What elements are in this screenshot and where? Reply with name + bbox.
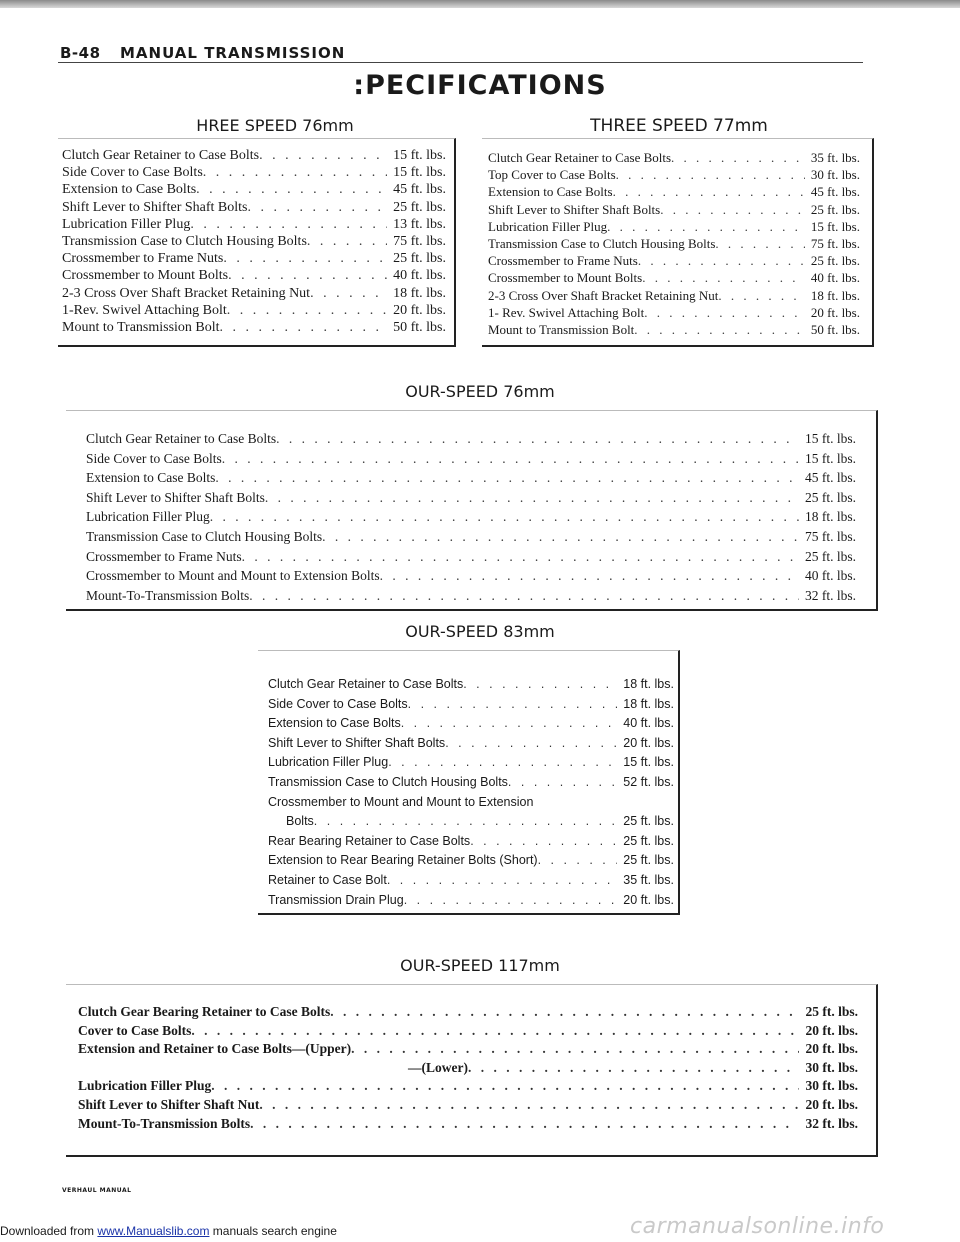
leader-dots	[634, 321, 805, 338]
spec-row	[488, 201, 860, 218]
page-title: :PECIFICATIONS	[353, 70, 607, 101]
spec-value: 18 ft. lbs.	[393, 285, 446, 301]
spec-row	[86, 449, 856, 469]
spec-label: Extension to Case Bolts	[86, 470, 216, 486]
download-prefix: Downloaded from	[0, 1224, 95, 1238]
spec-value: 25 ft. lbs.	[810, 201, 860, 217]
spec-list-three-speed-77	[488, 149, 860, 338]
spec-value: 30 ft. lbs.	[805, 1078, 858, 1094]
spec-row	[268, 714, 674, 734]
spec-row	[62, 181, 446, 198]
spec-value: 45 ft. lbs.	[804, 470, 856, 486]
spec-label: Shift Lever to Shifter Shaft Nut	[78, 1096, 260, 1112]
section-title-four-speed-117: OUR-SPEED 117mm	[400, 956, 560, 975]
spec-label: —(Lower)	[408, 1059, 468, 1075]
spec-value: 35 ft. lbs.	[810, 150, 860, 165]
spec-value: 40 ft. lbs.	[623, 716, 674, 731]
spec-label: Crossmember to Frame Nuts	[62, 251, 224, 267]
leader-dots	[330, 1003, 799, 1022]
leader-dots	[276, 429, 799, 449]
spec-label: Shift Lever to Shifter Shaft Bolts	[488, 201, 661, 217]
spec-label: Lubrication Filler Plug	[86, 509, 210, 525]
leader-dots	[638, 252, 805, 269]
spec-label: Top Cover to Case Bolts	[488, 167, 616, 183]
spec-value: 18 ft. lbs.	[623, 696, 674, 711]
spec-row	[268, 734, 674, 754]
leader-dots	[642, 269, 805, 286]
leader-dots	[660, 201, 805, 218]
leader-dots	[247, 199, 387, 216]
overhaul-manual-label: VERHAUL MANUAL	[62, 1187, 132, 1194]
spec-list-four-speed-117	[78, 1003, 858, 1133]
spec-value: 32 ft. lbs.	[804, 587, 856, 603]
spec-value: 20 ft. lbs.	[805, 1041, 858, 1057]
spec-row	[268, 793, 674, 813]
spec-row	[86, 429, 856, 449]
spec-value: 13 ft. lbs.	[393, 216, 446, 232]
spec-value: 20 ft. lbs.	[393, 302, 446, 318]
spec-label: Crossmember to Frame Nuts	[488, 253, 638, 269]
spec-label: Lubrication Filler Plug	[488, 218, 608, 234]
spec-label: Extension to Case Bolts	[488, 184, 613, 200]
spec-row	[488, 304, 860, 321]
spec-label: Clutch Gear Retainer to Case Bolts	[488, 150, 672, 165]
spec-value: 15 ft. lbs.	[810, 218, 860, 234]
spec-row	[86, 488, 856, 508]
spec-row	[62, 302, 446, 319]
spec-label: Transmission Drain Plug	[268, 892, 404, 907]
spec-row	[86, 586, 856, 606]
spec-row	[62, 216, 446, 233]
spec-row	[78, 1077, 858, 1096]
spec-value: 25 ft. lbs.	[393, 199, 446, 215]
spec-row	[62, 199, 446, 216]
spec-value: 20 ft. lbs.	[805, 1022, 858, 1038]
leader-dots	[307, 233, 387, 250]
leader-dots	[470, 832, 617, 852]
leader-dots	[351, 1040, 799, 1059]
spec-label: Lubrication Filler Plug	[62, 216, 191, 232]
spec-value: 35 ft. lbs.	[623, 872, 674, 887]
spec-value: 15 ft. lbs.	[804, 431, 856, 446]
leader-dots	[310, 285, 387, 302]
spec-row	[86, 566, 856, 586]
spec-label: Crossmember to Mount Bolts	[62, 268, 229, 284]
spec-value: 25 ft. lbs.	[810, 253, 860, 269]
spec-row	[86, 468, 856, 488]
leader-dots	[191, 1022, 799, 1041]
section-heading: MANUAL TRANSMISSION	[120, 44, 346, 62]
spec-value: 25 ft. lbs.	[623, 853, 674, 868]
leader-dots	[463, 675, 617, 695]
spec-value: 25 ft. lbs.	[804, 548, 856, 564]
spec-value: 40 ft. lbs.	[810, 270, 860, 286]
leader-dots	[616, 166, 805, 183]
spec-row	[62, 164, 446, 181]
download-note	[0, 1224, 337, 1238]
spec-row	[268, 871, 674, 891]
spec-label: Mount to Transmission Bolt	[62, 319, 220, 335]
spec-value: 30 ft. lbs.	[805, 1059, 858, 1075]
spec-label: 1- Rev. Swivel Attaching Bolt	[488, 304, 645, 320]
section-title-four-speed-83: OUR-SPEED 83mm	[405, 622, 555, 641]
spec-value: 18 ft. lbs.	[804, 509, 856, 525]
spec-value: 45 ft. lbs.	[393, 182, 446, 198]
spec-label: Transmission Case to Clutch Housing Bolts	[488, 235, 716, 251]
leader-dots	[196, 181, 387, 198]
leader-dots	[388, 753, 617, 773]
spec-label: Clutch Gear Bearing Retainer to Case Bolts	[78, 1004, 331, 1019]
spec-row	[62, 267, 446, 284]
page-number: B-48	[60, 44, 101, 62]
leader-dots	[613, 183, 805, 200]
leader-dots	[223, 250, 387, 267]
leader-dots	[538, 851, 618, 871]
spec-value: 25 ft. lbs.	[393, 251, 446, 267]
spec-label: Mount-To-Transmission Bolts	[78, 1115, 251, 1131]
spec-row	[488, 252, 860, 269]
top-rule	[0, 0, 960, 8]
spec-value: 18 ft. lbs.	[623, 677, 674, 691]
spec-label: Shift Lever to Shifter Shaft Bolts	[62, 199, 248, 215]
spec-label: 2-3 Cross Over Shaft Bracket Retaining Nut	[62, 285, 311, 301]
spec-row	[86, 547, 856, 567]
leader-dots	[404, 891, 618, 911]
spec-list-three-speed-76	[62, 147, 446, 336]
leader-dots	[220, 319, 388, 336]
spec-row	[86, 507, 856, 527]
section-title-three-speed-77: THREE SPEED 77mm	[590, 116, 768, 136]
spec-label: Side Cover to Case Bolts	[86, 450, 222, 466]
spec-label: Side Cover to Case Bolts	[268, 696, 408, 711]
spec-label: Crossmember to Frame Nuts	[86, 548, 242, 564]
spec-value: 20 ft. lbs.	[805, 1096, 858, 1112]
leader-dots	[671, 149, 805, 166]
spec-row	[268, 773, 674, 793]
leader-dots	[259, 147, 387, 164]
spec-row	[268, 753, 674, 773]
spec-label: Clutch Gear Retainer to Case Bolts	[268, 677, 464, 691]
spec-row	[268, 812, 674, 832]
leader-dots	[210, 507, 799, 527]
spec-row	[78, 1003, 858, 1022]
spec-value: 20 ft. lbs.	[810, 304, 860, 320]
spec-value: 25 ft. lbs.	[805, 1004, 858, 1019]
spec-row	[488, 321, 860, 338]
spec-row	[488, 166, 860, 183]
spec-row	[78, 1059, 858, 1078]
spec-value: 25 ft. lbs.	[623, 814, 674, 829]
spec-value: 75 ft. lbs.	[804, 528, 856, 544]
leader-dots	[468, 1059, 800, 1078]
spec-row	[62, 319, 446, 336]
spec-value: 20 ft. lbs.	[623, 892, 674, 907]
spec-label: Cover to Case Bolts	[78, 1022, 192, 1038]
spec-label: Lubrication Filler Plug	[268, 755, 389, 770]
spec-list-four-speed-83	[268, 675, 674, 910]
spec-label: Clutch Gear Retainer to Case Bolts	[62, 148, 260, 163]
spec-row	[86, 527, 856, 547]
spec-value: 45 ft. lbs.	[810, 184, 860, 200]
leader-dots	[249, 586, 799, 606]
spec-row	[62, 250, 446, 267]
spec-value: 50 ft. lbs.	[810, 321, 860, 337]
spec-value: 25 ft. lbs.	[804, 489, 856, 505]
leader-dots	[211, 1077, 799, 1096]
spec-label: Extension and Retainer to Case Bolts—(Upper)	[78, 1041, 352, 1057]
spec-label: Mount to Transmission Bolt	[488, 321, 635, 337]
spec-row	[268, 675, 674, 695]
spec-row	[62, 233, 446, 250]
spec-label: Transmission Case to Clutch Housing Bolts	[62, 233, 307, 249]
spec-row	[488, 269, 860, 286]
spec-label: Extension to Rear Bearing Retainer Bolts (Short)	[268, 853, 538, 868]
spec-row	[268, 891, 674, 911]
spec-row	[488, 183, 860, 200]
leader-dots	[607, 218, 805, 235]
spec-value: 15 ft. lbs.	[393, 165, 446, 181]
leader-dots	[322, 527, 799, 547]
spec-row	[488, 287, 860, 304]
watermark: carmanualsonline.info	[630, 1214, 885, 1239]
section-title-four-speed-76: OUR-SPEED 76mm	[405, 382, 555, 401]
spec-value: 40 ft. lbs.	[393, 268, 446, 284]
spec-label: Mount-To-Transmission Bolts	[86, 587, 250, 603]
spec-list-four-speed-76	[86, 429, 856, 605]
spec-row	[488, 235, 860, 252]
spec-label: Transmission Case to Clutch Housing Bolts	[86, 528, 323, 544]
spec-label: Bolts	[286, 814, 314, 829]
spec-value: 18 ft. lbs.	[810, 287, 860, 303]
spec-box-four-speed-83	[258, 650, 680, 915]
spec-row	[268, 695, 674, 715]
leader-dots	[380, 566, 799, 586]
spec-box-four-speed-76	[66, 410, 878, 611]
spec-row	[268, 851, 674, 871]
leader-dots	[314, 812, 617, 832]
leader-dots	[265, 488, 799, 508]
spec-value: 52 ft. lbs.	[623, 774, 674, 789]
spec-label: Extension to Case Bolts	[268, 716, 401, 731]
spec-row	[78, 1040, 858, 1059]
spec-label: 1-Rev. Swivel Attaching Bolt	[62, 302, 227, 318]
spec-value: 50 ft. lbs.	[393, 319, 446, 335]
spec-row	[62, 147, 446, 164]
spec-label: Rear Bearing Retainer to Case Bolts	[268, 833, 471, 848]
spec-row	[488, 218, 860, 235]
spec-value: 40 ft. lbs.	[804, 568, 856, 584]
leader-dots	[227, 302, 387, 319]
spec-value: 15 ft. lbs.	[393, 148, 446, 163]
spec-label: Shift Lever to Shifter Shaft Bolts	[268, 735, 446, 750]
leader-dots	[508, 773, 617, 793]
spec-label: 2-3 Cross Over Shaft Bracket Retaining Nut	[488, 287, 719, 303]
spec-value: 75 ft. lbs.	[393, 233, 446, 249]
leader-dots	[242, 547, 799, 567]
leader-dots	[203, 164, 387, 181]
spec-label: Crossmember to Mount and Mount to Extension Bolts	[86, 568, 380, 584]
leader-dots	[387, 871, 617, 891]
spec-box-four-speed-117	[66, 984, 878, 1157]
leader-dots	[250, 1115, 799, 1134]
leader-dots	[715, 235, 804, 252]
spec-value: 25 ft. lbs.	[623, 833, 674, 848]
spec-label: Clutch Gear Retainer to Case Bolts	[86, 431, 277, 446]
download-suffix: manuals search engine	[212, 1224, 337, 1238]
spec-label: Crossmember to Mount and Mount to Extension	[268, 794, 534, 809]
leader-dots	[718, 287, 805, 304]
spec-value: 30 ft. lbs.	[810, 167, 860, 183]
leader-dots	[644, 304, 805, 321]
spec-row	[78, 1115, 858, 1134]
manualslib-link[interactable]: www.Manualslib.com	[97, 1224, 210, 1238]
leader-dots	[401, 714, 618, 734]
spec-row	[78, 1096, 858, 1115]
spec-label: Shift Lever to Shifter Shaft Bolts	[86, 489, 265, 505]
spec-label: Extension to Case Bolts	[62, 182, 197, 198]
spec-box-three-speed-77	[482, 138, 874, 347]
spec-label: Side Cover to Case Bolts	[62, 165, 203, 181]
section-title-three-speed-76: HREE SPEED 76mm	[196, 116, 354, 135]
spec-label: Crossmember to Mount Bolts	[488, 270, 643, 286]
spec-label: Lubrication Filler Plug	[78, 1078, 212, 1094]
spec-value: 20 ft. lbs.	[623, 735, 674, 750]
spec-row	[78, 1022, 858, 1041]
spec-value: 15 ft. lbs.	[804, 450, 856, 466]
spec-value: 32 ft. lbs.	[805, 1115, 858, 1131]
leader-dots	[190, 216, 387, 233]
leader-dots	[408, 695, 618, 715]
spec-box-three-speed-76	[58, 138, 456, 347]
leader-dots	[228, 267, 387, 284]
spec-label: Retainer to Case Bolt	[268, 872, 387, 887]
spec-value: 15 ft. lbs.	[623, 755, 674, 770]
spec-row	[488, 149, 860, 166]
leader-dots	[215, 468, 799, 488]
spec-label: Transmission Case to Clutch Housing Bolts	[268, 774, 508, 789]
header-divider	[58, 62, 863, 63]
spec-row	[62, 285, 446, 302]
leader-dots	[445, 734, 617, 754]
spec-value: 75 ft. lbs.	[810, 235, 860, 251]
spec-row	[268, 832, 674, 852]
leader-dots	[259, 1096, 799, 1115]
leader-dots	[222, 449, 799, 469]
